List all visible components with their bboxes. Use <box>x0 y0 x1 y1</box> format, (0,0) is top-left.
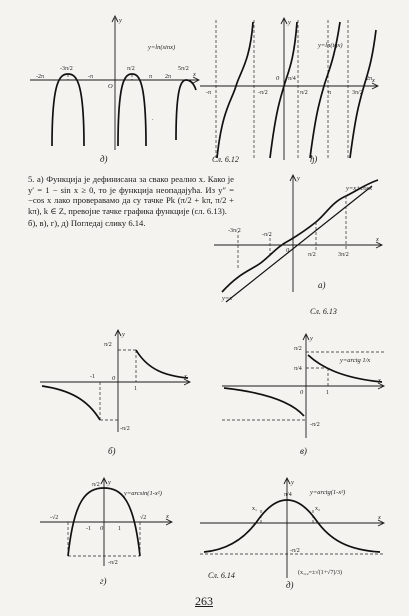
sublabel: д) <box>286 580 294 590</box>
tick: 3π/2 <box>338 252 349 258</box>
tick: 2π <box>165 74 172 80</box>
origin-label: O <box>108 83 113 90</box>
y-label: y <box>310 335 313 342</box>
line-label: y=x <box>222 295 233 302</box>
curve-ln-tg-2 <box>270 22 297 158</box>
tick: -3π/2 <box>60 66 73 72</box>
x-label: x <box>193 71 196 78</box>
tick: -1 <box>86 526 91 532</box>
tick: x₂ <box>315 506 321 512</box>
tick: π/2 <box>294 346 302 352</box>
page-number: 263 <box>195 594 213 608</box>
origin-label: 0 <box>276 75 280 82</box>
tick: -2π <box>36 74 45 80</box>
tick: π/2 <box>127 66 135 72</box>
tick: -π/2 <box>120 426 130 432</box>
y-label: y <box>297 175 300 182</box>
sublabel: а) <box>318 280 326 290</box>
figure-caption: Сл. 6.12 <box>212 155 239 164</box>
func-label: y=x+cosx <box>346 185 373 192</box>
sublabel: г) <box>100 576 107 586</box>
tick: 3π/2 <box>352 90 363 96</box>
figure-g <box>40 478 172 586</box>
tick: √2 <box>140 515 147 521</box>
inflection-note: (x₁,₂=±√(1+√7)/3) <box>298 570 342 576</box>
tick: 5π/2 <box>178 66 189 72</box>
sublabel: д) <box>100 154 108 164</box>
tick: -3π/2 <box>228 228 241 234</box>
func-label: y=arctg 1/x <box>340 357 371 364</box>
line-y-eq-x <box>226 186 372 302</box>
curve-b-right <box>136 350 188 378</box>
y-label: y <box>291 479 294 486</box>
tick: π/2 <box>308 252 316 258</box>
tick: π/4 <box>284 492 292 498</box>
origin-label: 0 <box>300 389 304 396</box>
curve-x-plus-cos <box>222 180 378 292</box>
curve-b-left <box>42 386 100 420</box>
curve-ln-tg-1 <box>217 22 253 158</box>
sublabel: в) <box>300 446 307 456</box>
paragraph: б), в), г), д) Погледај слику 6.14. <box>28 218 146 229</box>
tick: π/2 <box>92 482 100 488</box>
tick: 2π <box>366 76 373 82</box>
tick: π/2 <box>104 342 112 348</box>
func-label: y=arctg(1-x²) <box>310 489 346 496</box>
sublabel: б) <box>108 446 116 456</box>
figure-d <box>200 478 384 590</box>
y-label: y <box>122 331 125 338</box>
exercise-text <box>28 174 234 229</box>
curve-ln-sin-3 <box>176 80 196 140</box>
figure-caption: Сл. 6.13 <box>310 307 337 316</box>
func-label: y=ln(sinx) <box>148 44 176 51</box>
figure-x-plus-cos <box>214 175 382 316</box>
origin-label: 0 <box>286 247 290 254</box>
tick: π/4 <box>288 76 296 82</box>
tick: 1 <box>326 390 329 396</box>
x-label: x <box>378 377 381 384</box>
y-label: y <box>108 479 111 486</box>
tick: x₁ <box>252 506 258 512</box>
tick: -1 <box>90 374 95 380</box>
tick: π/2 <box>300 90 308 96</box>
origin-label: 0 <box>112 375 116 382</box>
x-label: x <box>378 514 381 521</box>
tick: π <box>149 74 153 80</box>
func-label: y=arcsin(1-x²) <box>124 490 162 497</box>
tick: -π/2 <box>290 548 300 554</box>
tick: -π/2 <box>310 422 320 428</box>
x-label: x <box>166 513 169 520</box>
tick: -π <box>206 90 212 96</box>
tick: -√2 <box>50 515 59 521</box>
figure-v <box>222 334 384 456</box>
tick: -π <box>88 74 94 80</box>
y-label: y <box>119 17 122 24</box>
x-label: x <box>376 236 379 243</box>
figure-ln-tg <box>200 18 378 164</box>
tick: π <box>328 90 332 96</box>
curve-ln-sin-2 <box>118 74 146 146</box>
tick: -π/2 <box>262 232 272 238</box>
x-label: x <box>372 77 375 84</box>
paragraph: 5. а) Функција је дефинисана за свако реално x. Како је y′ = 1 − sin x ≥ 0, то је функција неопадајућа. Из y″ = −cos x лако проверавамо да су тачке Pk (π/2 + kπ, π/2 + kπ), k ∈ Z, превојне тачке графика функције (сл. 6.13). <box>28 174 234 216</box>
curve-d <box>204 500 380 552</box>
tick: π/4 <box>294 366 302 372</box>
tick: 1 <box>118 526 121 532</box>
origin-label: 0 <box>100 525 104 532</box>
dot-mark: . <box>152 116 154 122</box>
curve-ln-sin-1 <box>52 74 84 146</box>
func-label: y=ln(tgx) <box>318 42 343 49</box>
figure-ln-sin <box>30 16 199 164</box>
figure-caption: Сл. 6.14 <box>208 571 235 580</box>
sublabel: ђ) <box>310 154 318 164</box>
tick: -π/2 <box>108 560 118 566</box>
tick: 1 <box>134 386 137 392</box>
figure-b <box>40 330 190 456</box>
y-label: y <box>288 19 291 26</box>
curve-v-left <box>224 388 304 416</box>
x-label: x <box>184 373 187 380</box>
tick: -π/2 <box>258 90 268 96</box>
